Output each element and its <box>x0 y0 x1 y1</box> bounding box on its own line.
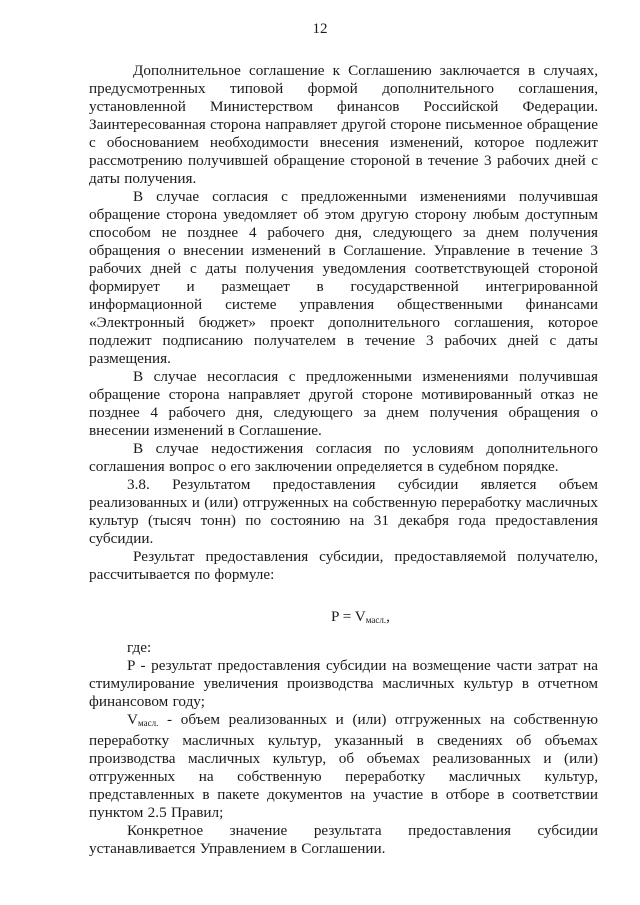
formula-subscript: масл. <box>365 615 387 625</box>
where-label: где: <box>127 639 152 656</box>
paragraph-court-resolution: В случае недостижения согласия по условиям дополнительного соглашения вопрос о его заключении определяется в судебном порядке. <box>89 440 598 475</box>
definition-v-text: - объем реализованных и (или) отгруженных на собственную переработку масличных культур, указанный в сведениях об объемах производства масличных культур, об объемах реализованных и (или) отгруженных на собственную переработку масличных культур, представленных в пакете документов на участие в отборе в соответствии пунктом 2.5 Правил; <box>89 711 598 821</box>
definition-v-symbol: V <box>127 711 138 728</box>
paragraph-clause-3-8: 3.8. Результатом предоставления субсидии является объем реализованных и (или) отгруженных на собственную переработку масличных культур (тысяч тонн) по состоянию на 31 декабря года предоставления субсидии. <box>89 476 598 547</box>
paragraph-disagreement-case: В случае несогласия с предложенными изменениями получившая обращение сторона направляет другой стороне мотивированный отказ не позднее 4 рабочего дня, следующего за днем получения обращения о внесении изменений в Соглашение. <box>89 368 598 439</box>
paragraph-agreement-case: В случае согласия с предложенными изменениями получившая обращение сторона уведомляет об этом другую сторону любым доступным способом не позднее 4 рабочего дня, следующего за днем получения обращения о внесении изменений в Соглашение. Управление в течение 3 рабочих дней с даты получения уведомления соответствующей стороной формирует и размещает в государственной интегрированной информационной системе управления общественными финансами «Электронный бюджет» проект дополнительного соглашения, которое подлежит подписанию получателем в течение 3 рабочих дней с даты размещения. <box>89 188 598 367</box>
paragraph-amendment-conditions: Дополнительное соглашение к Соглашению заключается в случаях, предусмотренных типовой формой дополнительного соглашения, установленной Министерством финансов Российской Федерации. Заинтересованная сторона направляет другой стороне письменное обращение с обоснованием необходимости внесения изменений, которое подлежит рассмотрению получившей обращение стороной в течение 3 рабочих дней с даты получения. <box>89 62 598 187</box>
definition-p: P - результат предоставления субсидии на возмещение части затрат на стимулирование увеличения производства масличных культур в отчетном финансовом году; <box>89 657 598 710</box>
document-body <box>89 62 598 858</box>
formula-lhs: P = V <box>331 608 366 625</box>
paragraph-formula-intro: Результат предоставления субсидии, предоставляемой получателю, рассчитывается по формуле: <box>89 548 598 583</box>
page-number: 12 <box>312 21 328 37</box>
formula-tail: , <box>386 608 390 625</box>
paragraph-result-value: Конкретное значение результата предоставления субсидии устанавливается Управлением в Соглашении. <box>89 822 598 857</box>
definition-v <box>89 711 598 822</box>
definition-v-subscript: масл. <box>137 718 159 728</box>
formula <box>89 608 598 629</box>
